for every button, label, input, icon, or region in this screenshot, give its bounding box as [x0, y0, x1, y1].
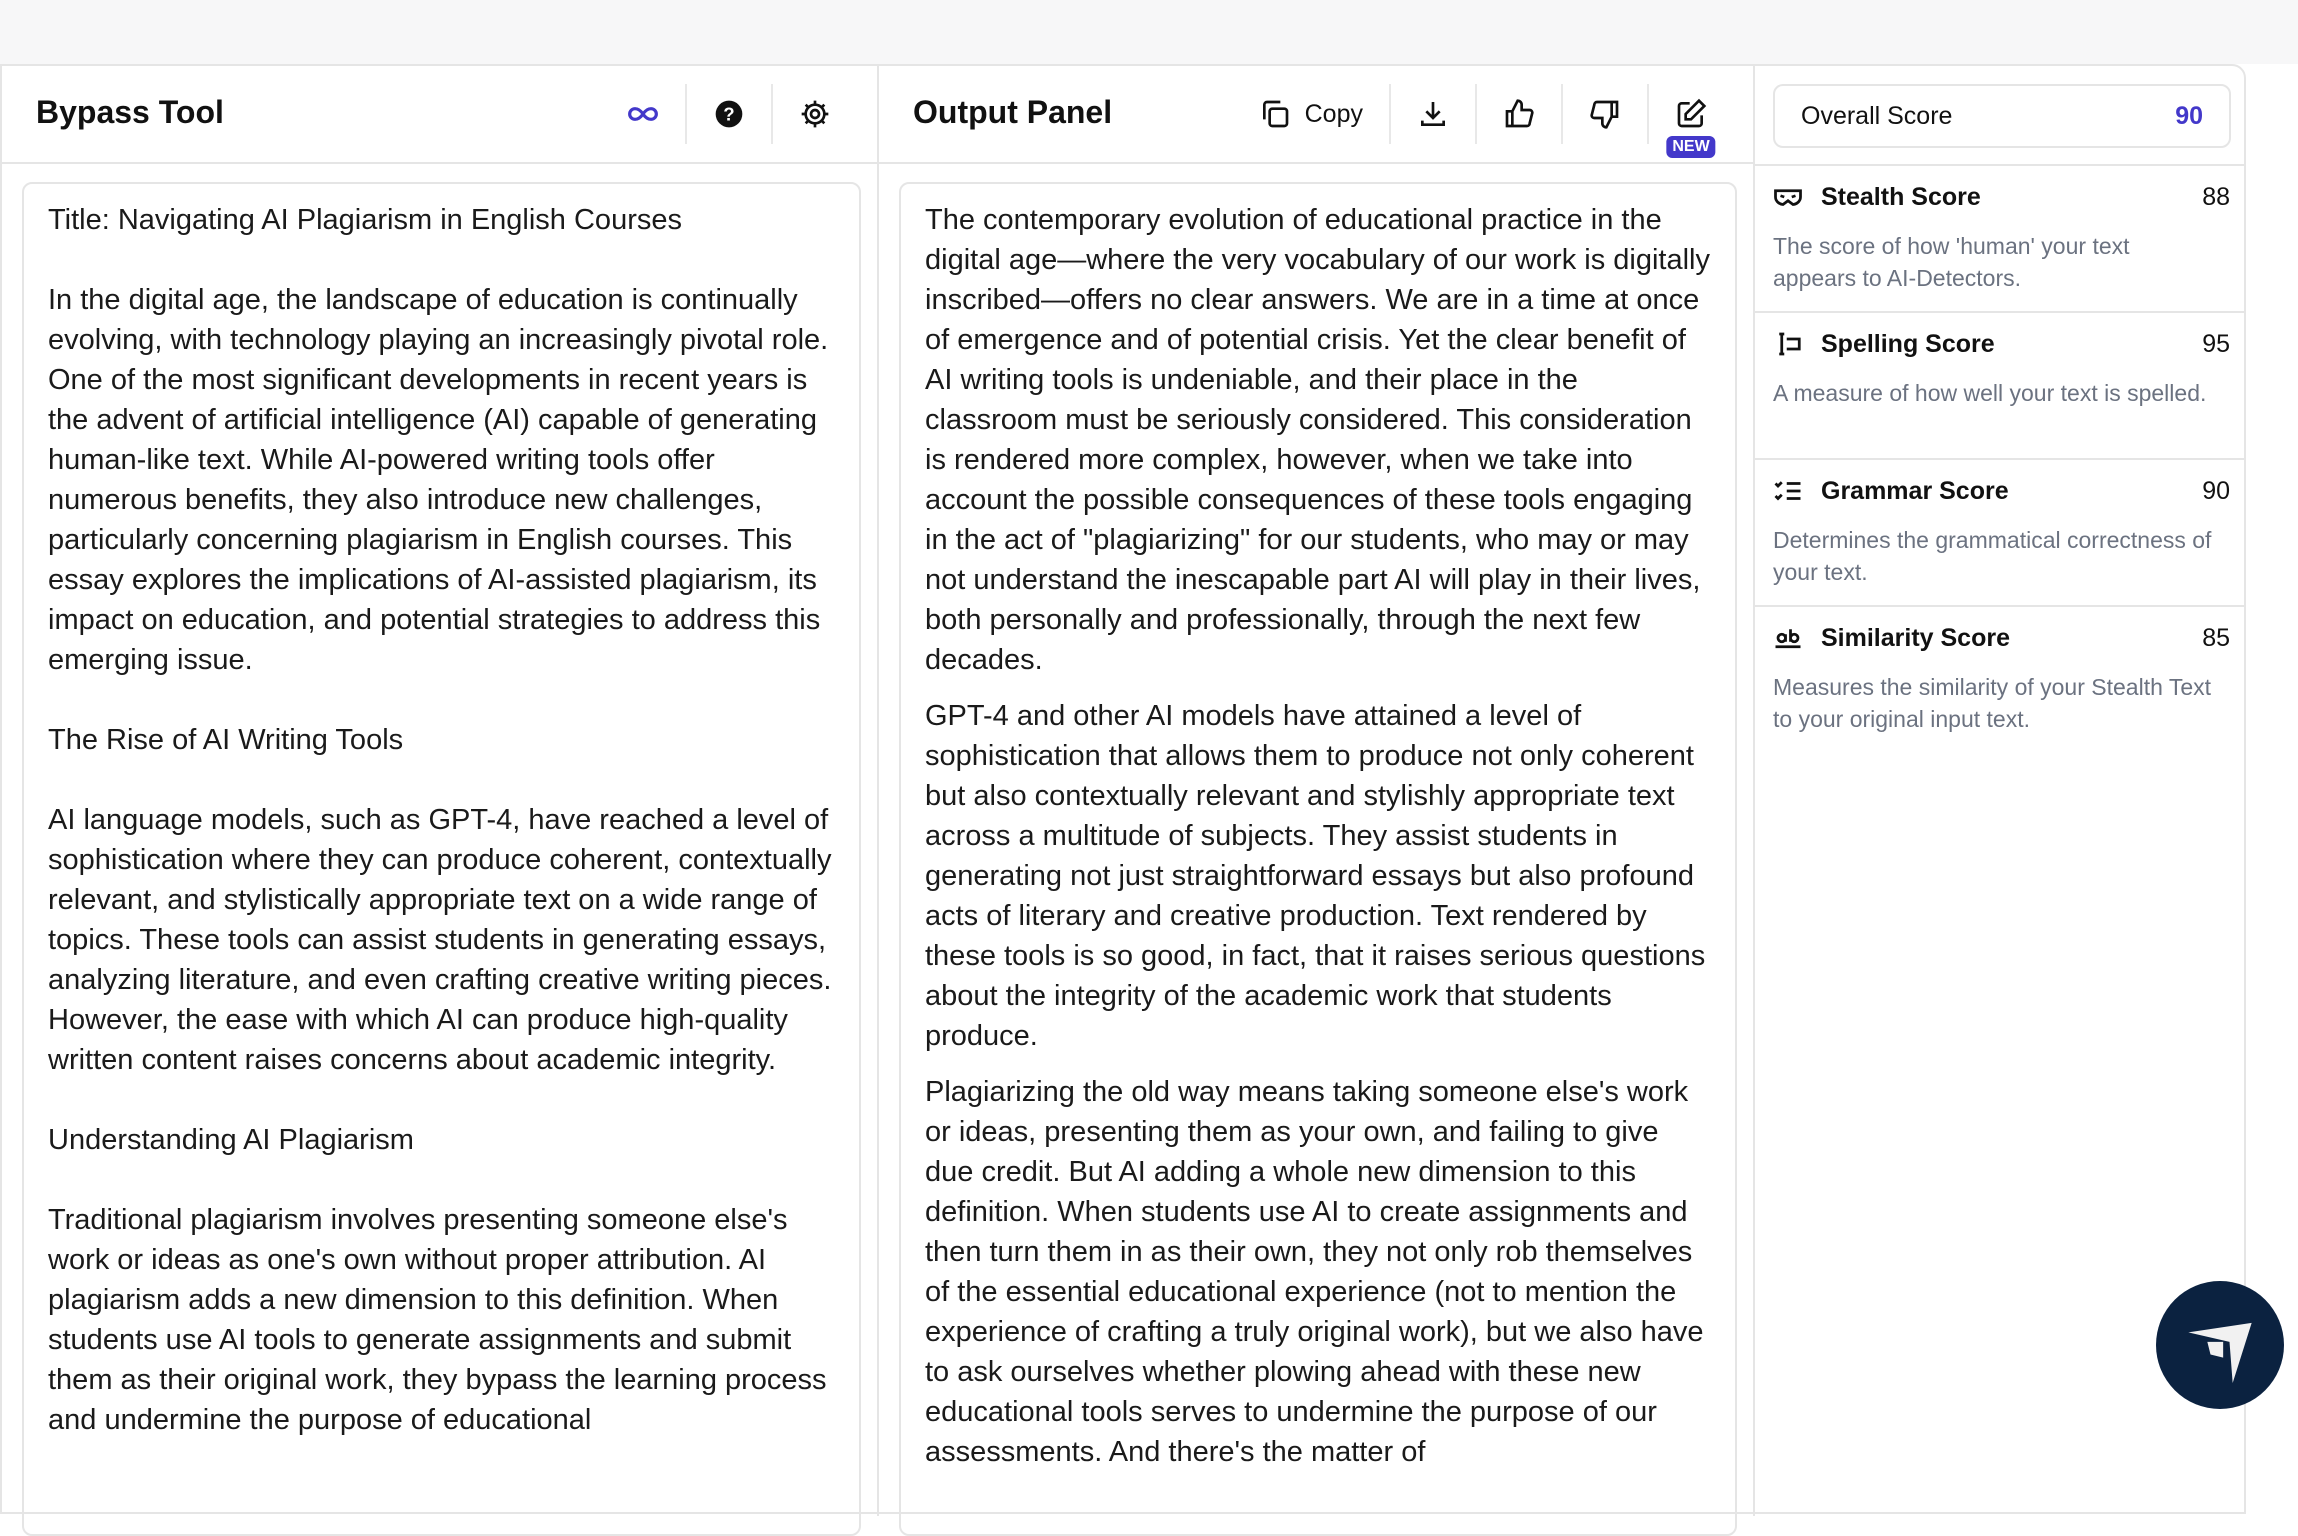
score-value: 95	[2202, 329, 2230, 358]
output-header	[879, 66, 1753, 164]
thumbs-up-button[interactable]	[1475, 84, 1561, 144]
score-value: 90	[2202, 476, 2230, 505]
infinity-button[interactable]	[601, 84, 685, 144]
thumbs-down-button[interactable]	[1561, 84, 1647, 144]
panel-title: Output Panel	[913, 94, 1113, 130]
mask-icon	[1773, 182, 1803, 212]
score-label: Grammar Score	[1821, 476, 2009, 505]
overall-score-label: Overall Score	[1801, 101, 1953, 130]
input-paragraph: The Rise of AI Writing Tools	[48, 724, 404, 756]
copy-button[interactable]	[1233, 84, 1389, 144]
input-paragraph: Understanding AI Plagiarism	[48, 1124, 414, 1156]
bypass-header	[2, 66, 877, 164]
svg-text:?: ?	[723, 103, 735, 125]
thumbs-up-icon	[1503, 98, 1535, 130]
score-description: Determines the grammatical correctness of your text.	[1773, 527, 2212, 585]
gear-icon	[799, 98, 831, 130]
ab-text-icon	[1773, 623, 1803, 653]
new-badge: NEW	[1666, 136, 1715, 158]
overall-score	[1773, 84, 2231, 148]
input-paragraph: Traditional plagiarism involves presenting someone else's work or ideas as one's own without proper attribution. AI plagiarism adds a new dimension to this definition. When students use AI tools to generate assignments and submit them as their original work, they bypass the learning process and undermine the purpose of educational	[48, 1204, 827, 1436]
checklist-icon	[1773, 476, 1803, 506]
send-plane-icon	[2182, 1307, 2258, 1383]
download-icon	[1417, 98, 1449, 130]
chat-fab-button[interactable]	[2156, 1281, 2284, 1409]
panel-title: Bypass Tool	[36, 94, 224, 130]
text-cursor-icon	[1773, 329, 1803, 359]
edit-button[interactable]	[1647, 84, 1733, 155]
output-text-area[interactable]	[899, 182, 1737, 1536]
download-button[interactable]	[1389, 84, 1475, 144]
output-panel	[879, 66, 1755, 1516]
grammar-score	[1755, 458, 2246, 605]
copy-label: Copy	[1304, 99, 1363, 128]
help-icon	[713, 98, 745, 130]
bypass-panel	[2, 66, 879, 1516]
score-label: Similarity Score	[1821, 623, 2010, 652]
score-value: 88	[2202, 182, 2230, 211]
output-paragraph: Plagiarizing the old way means taking someone else's work or ideas, presenting them as your own, and failing to give due credit. But AI adding a whole new dimension to this definition. When students use AI to create assignments and then turn them in as their own, they not only rob themselves of the essential educational experience (not to mention the experience of crafting a truly original work), but we also have to ask ourselves whether plowing ahead with these new educational tools serves to undermine the purpose of our assessments. And there's the matter of	[925, 1076, 1704, 1468]
input-paragraph: AI language models, such as GPT-4, have reached a level of sophistication where they can produce coherent, contextually relevant, and stylistically appropriate text on a wide range of topics. These tools can assist students in generating essays, analyzing literature, and even crafting creative writing pieces. However, the ease with which AI can produce high-quality written content raises concerns about academic integrity.	[48, 804, 832, 1076]
input-text-area[interactable]	[22, 182, 861, 1536]
output-paragraph: The contemporary evolution of educational practice in the digital age—where the very vocabulary of our work is digitally inscribed—offers no clear answers. We are in a time at once of emergence and of potential crisis. Yet the clear benefit of AI writing tools is undeniable, and their place in the classroom must be seriously considered. This consideration is rendered more complex, however, when we take into account the possible consequences of these tools engaging in the act of "plagiarizing" for our students, who may or may not understand the inescapable part AI will play in their lives, both personally and professionally, through the next few decades.	[925, 204, 1710, 676]
score-description: A measure of how well your text is spelled.	[1773, 380, 2207, 406]
score-description: The score of how 'human' your text appears to AI-Detectors.	[1773, 233, 2130, 291]
score-label: Stealth Score	[1821, 182, 1981, 211]
score-value: 85	[2202, 623, 2230, 652]
spelling-score	[1755, 311, 2246, 458]
copy-icon	[1259, 98, 1291, 130]
top-bar	[0, 0, 2298, 64]
help-button[interactable]	[685, 84, 771, 144]
input-paragraph: Title: Navigating AI Plagiarism in English Courses	[48, 204, 682, 236]
edit-icon	[1675, 98, 1707, 130]
input-paragraph: In the digital age, the landscape of education is continually evolving, with technology playing an increasingly pivotal role. One of the most significant developments in recent years is the advent of artificial intelligence (AI) capable of generating human-like text. While AI-powered writing tools offer numerous benefits, they also introduce new challenges, particularly concerning plagiarism in English courses. This essay explores the implications of AI-assisted plagiarism, its impact on education, and potential strategies to address this emerging issue.	[48, 284, 829, 676]
stealth-score	[1755, 164, 2246, 311]
settings-button[interactable]	[771, 84, 857, 144]
score-description: Measures the similarity of your Stealth Text to your original input text.	[1773, 674, 2212, 732]
app-container	[0, 64, 2246, 1514]
infinity-icon	[627, 98, 659, 130]
output-paragraph: GPT-4 and other AI models have attained a level of sophistication that allows them to produce not only coherent but also contextually relevant and stylishly appropriate text across a multitude of subjects. They assist students in generating not just straightforward essays but also profound acts of literary and creative production. Text rendered by these tools is so good, in fact, that it raises serious questions about the integrity of the academic work that students produce.	[925, 700, 1706, 1052]
overall-score-value: 90	[2175, 101, 2203, 130]
thumbs-down-icon	[1589, 98, 1621, 130]
similarity-score	[1755, 605, 2246, 752]
scores-panel	[1755, 66, 2246, 1516]
score-label: Spelling Score	[1821, 329, 1995, 358]
